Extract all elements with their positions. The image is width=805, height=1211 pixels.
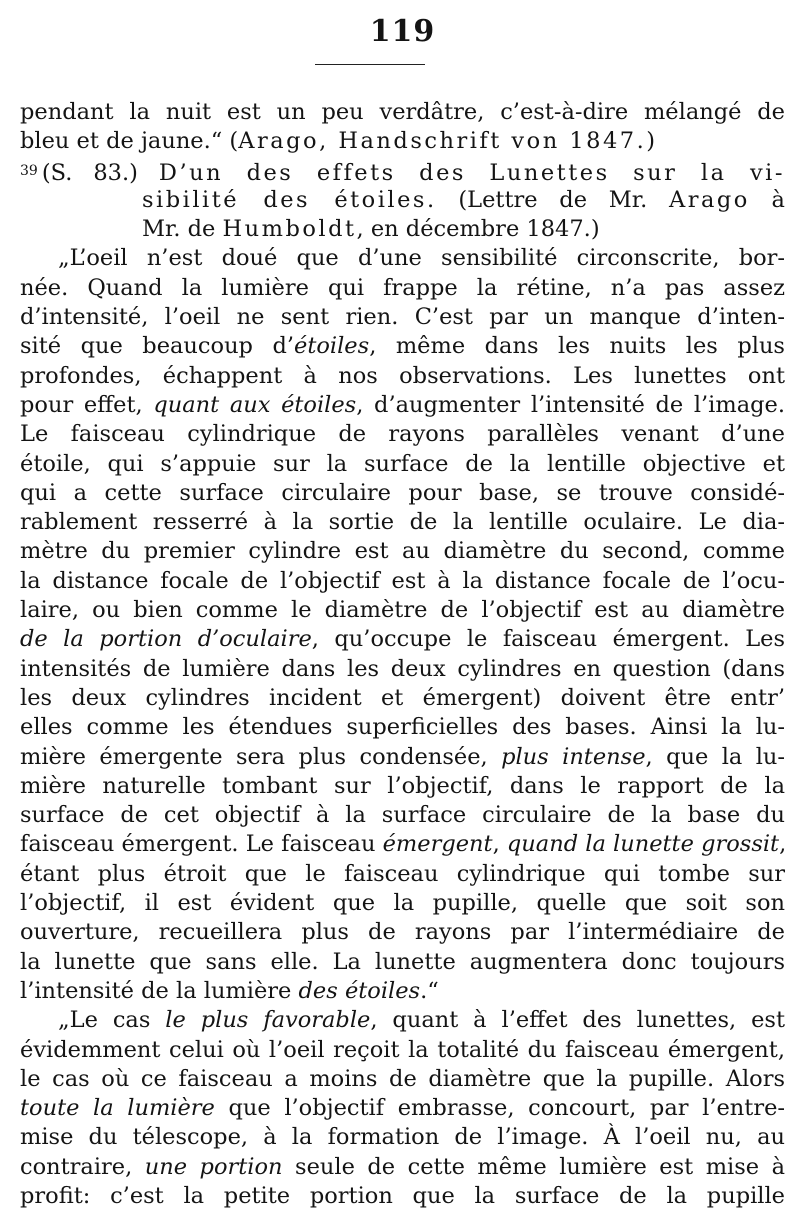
text-segment: , d’augmenter l’intensité de l’image. — [356, 391, 785, 418]
text-segment: Le faisceau cylindrique de rayons parallèles venant d’une — [20, 421, 785, 448]
page-number: 119 — [369, 14, 436, 49]
text-segment: profit: c’est la petite portion que la surface de la pupille — [20, 1182, 785, 1209]
text-segment: à — [749, 186, 785, 213]
text-segment: profondes, échappent à nos observations. Les lunettes ont — [20, 362, 785, 389]
text-line — [20, 391, 785, 420]
text-segment: ) — [646, 128, 656, 155]
text-line — [20, 274, 785, 303]
text-segment: .“ — [420, 977, 439, 1004]
text-line — [20, 420, 785, 449]
text-segment: elles comme les étendues superficielles des bases. Ainsi la lu- — [20, 714, 785, 741]
text-line — [20, 1123, 785, 1152]
text-segment: la lunette que sans elle. La lunette augmentera donc toujours — [20, 948, 785, 975]
spaced-segment: Humboldt — [222, 216, 357, 243]
text-segment: pendant la nuit est un peu verdâtre, c’est-à-dire mélangé de — [20, 99, 785, 125]
text-line — [20, 743, 785, 772]
text-line — [20, 948, 785, 977]
text-line — [20, 918, 785, 947]
text-segment: bleu et de jaune.“ ( — [20, 128, 239, 155]
text-segment: pour effet, — [20, 391, 154, 418]
text-line — [20, 508, 785, 537]
text-segment: contraire, — [20, 1153, 145, 1180]
text-line — [20, 1065, 785, 1094]
spaced-segment: D’un des effets des Lunettes sur la vi- — [158, 159, 785, 186]
text-segment: , quant à l’effet des lunettes, est — [370, 1007, 785, 1034]
text-line — [20, 157, 785, 186]
text-line — [20, 860, 785, 889]
text-segment: , même dans les nuits les plus — [369, 333, 785, 360]
italic-segment: de la portion d’oculaire — [20, 626, 312, 653]
text-line — [20, 801, 785, 830]
spaced-segment: Arago, Handschrift von 1847. — [238, 128, 647, 155]
text-segment: faisceau émergent. Le faisceau — [20, 831, 383, 858]
text-segment: , qu’occupe le faisceau émergent. Les — [311, 626, 785, 653]
text-line — [20, 186, 785, 215]
text-segment: (Lettre de Mr. — [436, 186, 669, 213]
text-line — [20, 713, 785, 742]
text-segment: née. Quand la lumière qui frappe la rétine, n’a pas assez — [20, 274, 785, 301]
note-number: 39 — [20, 162, 38, 179]
header-rule — [315, 64, 425, 65]
text-segment: (S. 83.) — [41, 159, 159, 186]
text-segment: l’intensité de la lumière — [20, 977, 299, 1004]
text-line — [20, 625, 785, 654]
text-line — [20, 772, 785, 801]
spaced-segment: Arago — [668, 186, 750, 213]
text-segment: d’intensité, l’oeil ne sent rien. C’est par un manque d’inten- — [20, 304, 785, 331]
italic-segment: des étoiles — [298, 977, 421, 1004]
text-segment: mise du télescope, à la formation de l’image. À l’oeil nu, au — [20, 1124, 785, 1151]
text-segment: , — [779, 831, 787, 858]
text-segment: que l’objectif embrasse, concourt, par l’entre- — [214, 1095, 785, 1122]
text-segment: étoile, qui s’appuie sur la surface de la lentille objective et — [20, 450, 785, 477]
spaced-segment: sibilité des étoiles. — [142, 186, 437, 213]
text-line — [20, 1182, 785, 1211]
text-segment: „Le cas — [58, 1007, 166, 1034]
text-segment: laire, ou bien comme le diamètre de l’objectif est au diamètre — [20, 597, 785, 624]
italic-segment: plus intense — [501, 743, 646, 770]
text-segment: , — [492, 831, 507, 858]
text-line — [20, 1006, 785, 1035]
text-line — [20, 977, 785, 1006]
text-line — [20, 127, 785, 156]
text-line — [20, 332, 785, 361]
text-segment: évidemment celui où l’oeil reçoit la totalité du faisceau émergent, — [20, 1036, 785, 1063]
text-segment: , en décembre 1847.) — [356, 216, 600, 243]
text-segment: „L’oeil n’est doué que d’une sensibilité circonscrite, bor- — [58, 245, 785, 272]
text-line — [20, 1036, 785, 1065]
body-text — [20, 98, 785, 1211]
text-line — [20, 1094, 785, 1123]
italic-segment: étoiles — [294, 333, 370, 360]
text-line — [20, 1153, 785, 1182]
text-segment: les deux cylindres incident et émergent) doivent être entr’ — [20, 684, 785, 711]
text-line — [20, 596, 785, 625]
text-line — [20, 362, 785, 391]
text-segment: mètre du premier cylindre est au diamètre du second, comme — [20, 538, 785, 565]
text-segment: Mr. de — [142, 216, 223, 243]
text-line — [20, 244, 785, 273]
text-segment: , que la lu- — [645, 743, 786, 770]
text-line — [20, 450, 785, 479]
text-segment: mière naturelle tombant sur l’objectif, dans le rapport de la — [20, 772, 785, 799]
text-line — [20, 684, 785, 713]
text-line — [20, 98, 785, 127]
text-line — [20, 215, 785, 244]
text-line — [20, 479, 785, 508]
italic-segment: une portion — [144, 1153, 283, 1180]
text-segment: seule de cette même lumière est mise à — [282, 1153, 786, 1180]
text-segment: étant plus étroit que le faisceau cylindrique qui tombe sur — [20, 860, 785, 887]
text-line — [20, 537, 785, 566]
text-segment: mière émergente sera plus condensée, — [20, 743, 502, 770]
text-segment: qui a cette surface circulaire pour base, se trouve considé- — [20, 479, 785, 506]
text-segment: surface de cet objectif à la surface circulaire de la base du — [20, 802, 785, 829]
text-segment: rablement resserré à la sortie de la lentille oculaire. Le dia- — [20, 509, 785, 536]
italic-segment: quand la lunette grossit — [506, 831, 780, 858]
italic-segment: émergent — [382, 831, 493, 858]
text-line — [20, 567, 785, 596]
text-segment: le cas où ce faisceau a moins de diamètre que la pupille. Alors — [20, 1065, 785, 1092]
text-line — [20, 655, 785, 684]
text-segment: intensités de lumière dans les deux cylindres en question (dans — [20, 655, 785, 682]
italic-segment: quant aux étoiles — [153, 391, 357, 418]
text-line — [20, 889, 785, 918]
italic-segment: le plus favorable — [165, 1007, 371, 1034]
text-segment: sité que beaucoup d’ — [20, 333, 295, 360]
text-segment: ouverture, recueillera plus de rayons par l’intermédiaire de — [20, 919, 785, 946]
text-line — [20, 830, 785, 859]
text-segment: la distance focale de l’objectif est à la distance focale de l’ocu- — [20, 567, 785, 594]
text-line — [20, 303, 785, 332]
italic-segment: toute la lumière — [20, 1095, 215, 1122]
text-segment: l’objectif, il est évident que la pupille, quelle que soit son — [20, 890, 785, 917]
